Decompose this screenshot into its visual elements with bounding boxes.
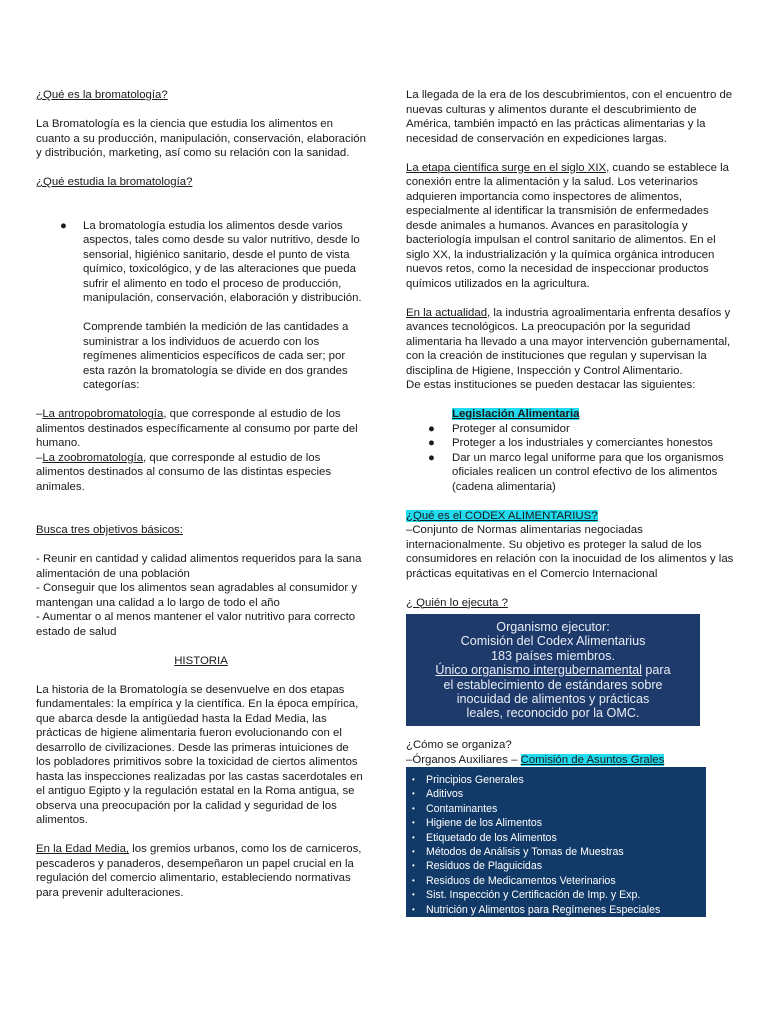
codex-question: ¿Qué es el CODEX ALIMENTARIUS? [406,509,598,522]
legislacion-list [406,422,736,495]
edad-media-paragraph: En la Edad Media, los gremios urbanos, como los de carniceros, pescaderos y panaderos, desempeñaron un papel crucial en la regulación del comercio alimentario, estableciendo normativas para prevenir adulteraciones. [36,843,362,899]
list-item: • Etiquetado de los Alimentos [412,831,557,844]
list-item: • Aditivos [412,788,464,801]
organiza-question: ¿Cómo se organiza? [406,739,512,751]
left-column [36,88,366,900]
objetivo-2: - Conseguir que los alimentos sean agradables al consumidor y mantengan una calidad a lo largo de todo el año [36,582,358,609]
list-item: ● Proteger al consumidor [428,422,570,435]
list-item: • Higiene de los Alimentos [412,817,543,830]
cientifica-term: La etapa científica surge en el siglo XIX, [406,161,610,174]
legislacion-title: Legislación Alimentaria [452,408,580,420]
question-what-is: ¿Qué es la bromatología? [36,89,168,101]
objetivo-1: - Reunir en cantidad y calidad alimentos requeridos para la sana alimentación de una población [36,553,362,580]
list-item: • Nutrición y Alimentos para Regímenes Especiales [412,903,661,916]
box-line: Organismo ejecutor: [496,620,610,634]
question-what-studies: ¿Qué estudia la bromatología? [36,176,193,188]
definition-paragraph: La Bromatología es la ciencia que estudia los alimentos en cuanto a su producción, manipulación, conservación, elaboración y distribución, marketing, así como su relación con la sanidad. [36,118,366,159]
antropobromatologia-paragraph: –La antropobromatología, que corresponde al estudio de los alimentos destinados específicamente al consumo por parte del humano. [36,408,358,449]
descubrimientos-paragraph: La llegada de la era de los descubrimientos, con el encuentro de nuevas culturas y alimentos durante el descubrimiento de América, también impactó en las prácticas alimentarias y la necesidad de conservación en expediciones largas. [406,89,733,145]
zoobromatologia-paragraph: –La zoobromatología, que corresponde al estudio de los alimentos destinados al consumo de las distintas especies animales. [36,451,332,493]
actualidad-term: En la actualidad, [406,306,491,319]
zoobromatologia-term: La zoobromatología [42,451,144,464]
list-item: • Contaminantes [412,802,498,815]
right-column [406,88,736,917]
bullet-text: La bromatología estudia los alimentos desde varios aspectos, tales como desde su valor nutritivo, desde lo sensorial, higiénico sanitario, desde el punto de vista químico, toxicológico, y de las alteraciones que pueda sufrir el alimento en todo el proceso de producción, manipulación, conservación, elaboración y distribución. [83,219,362,304]
bullet-icon: ● [60,219,67,232]
actualidad-paragraph: En la actualidad, la industria agroalimentaria enfrenta desafíos y avances tecnológicos. La preocupación por la seguridad alimentaria ha llevado a una mayor intervención gubernamental, con la creación de instituciones que regulan y supervisan la disciplina de Higiene, Inspección y Control Alimentario. [406,306,731,377]
cientifica-paragraph: La etapa científica surge en el siglo XIX, cuando se establece la conexión entre la alimentación y la salud. Los veterinarios adquieren importancia como inspectores de alimentos, especialmente al identificar la transmisión de enfermedades desde animales a humanos. Avances en parasitología y bacteriología impulsan el control sanitario de alimentos. En el siglo XX, la industrialización y la química orgánica introducen nuevos retos, como la necesidad de inspeccionar productos químicos utilizados en la agricultura. [406,161,729,290]
organos-line: –Órganos Auxiliares – Comisión de Asuntos Grales [406,753,665,766]
bullet-item-aspects [36,219,366,393]
bullet-para2: Comprende también la medición de las cantidades a suministrar a los individuos de acuerdo con los regímenes alimenticios específicos de cada ser; por esta razón la bromatología se divide en dos grandes categorías: [83,321,349,391]
list-item: • Residuos de Plaguicidas [412,860,543,873]
list-item: ● Proteger a los industriales y comerciantes honestos [428,437,713,449]
list-item: ● Dar un marco legal uniforme para que los organismos oficiales realicen un control efectivo de los alimentos (cadena alimentaria) [428,451,724,493]
box-line: leales, reconocido por la OMC. [466,706,640,721]
box-line: el establecimiento de estándares sobre [443,677,663,692]
instituciones-line: De estas instituciones se pueden destacar las siguientes: [406,379,696,391]
list-item: • Métodos de Análisis y Tomas de Muestras [412,846,624,859]
codex-commission-box [406,614,700,726]
codex-question-wrap [406,509,736,524]
quien-question: ¿ Quién lo ejecuta ? [406,596,508,609]
comision-asuntos-grales: Comisión de Asuntos Grales [520,753,665,766]
objetivos-title: Busca tres objetivos básicos: [36,524,183,536]
box-line: 183 países miembros. [491,648,615,663]
organos-list-box [406,767,706,917]
legislacion-title-wrap [406,407,736,422]
list-item: • Principios Generales [412,774,524,786]
codex-definition: –Conjunto de Normas alimentarias negociadas internacionalmente. Su objetivo es proteger la salud de los consumidores en relación con la inocuidad de los alimentos y las prácticas equitativas en el Comercio Internacional [406,524,734,580]
edad-media-term: En la Edad Media, [36,843,130,855]
box-line: Único organismo intergubernamental para [435,663,671,678]
antropobromatologia-term: La antropobromatología [42,408,164,420]
list-item: • Sist. Inspección y Certificación de Imp. y Exp. [412,889,641,902]
list-item: • Residuos de Medicamentos Veterinarios [412,874,616,887]
objetivo-3: - Aumentar o al menos mantener el valor nutritivo para correcto estado de salud [36,611,356,638]
box-line: Comisión del Codex Alimentarius [460,634,646,649]
historia-paragraph: La historia de la Bromatología se desenvuelve en dos etapas fundamentales: la empírica y la científica. En la época empírica, que abarca desde la antigüedad hasta la Edad Media, las prácticas de higiene alimentaria fueron evolucionando con el desarrollo de civilizaciones. Desde las primeras intuiciones de los pobladores primitivos sobre la toxicidad de ciertos alimentos hasta las inspecciones realizadas por las castas sacerdotales en el antiguo Egipto y la regulación estatal en la Roma antigua, se observa una preocupación por la calidad y seguridad de los alimentos. [36,683,363,826]
box-line: inocuidad de alimentos y prácticas [456,692,650,707]
historia-title: HISTORIA [174,654,228,667]
